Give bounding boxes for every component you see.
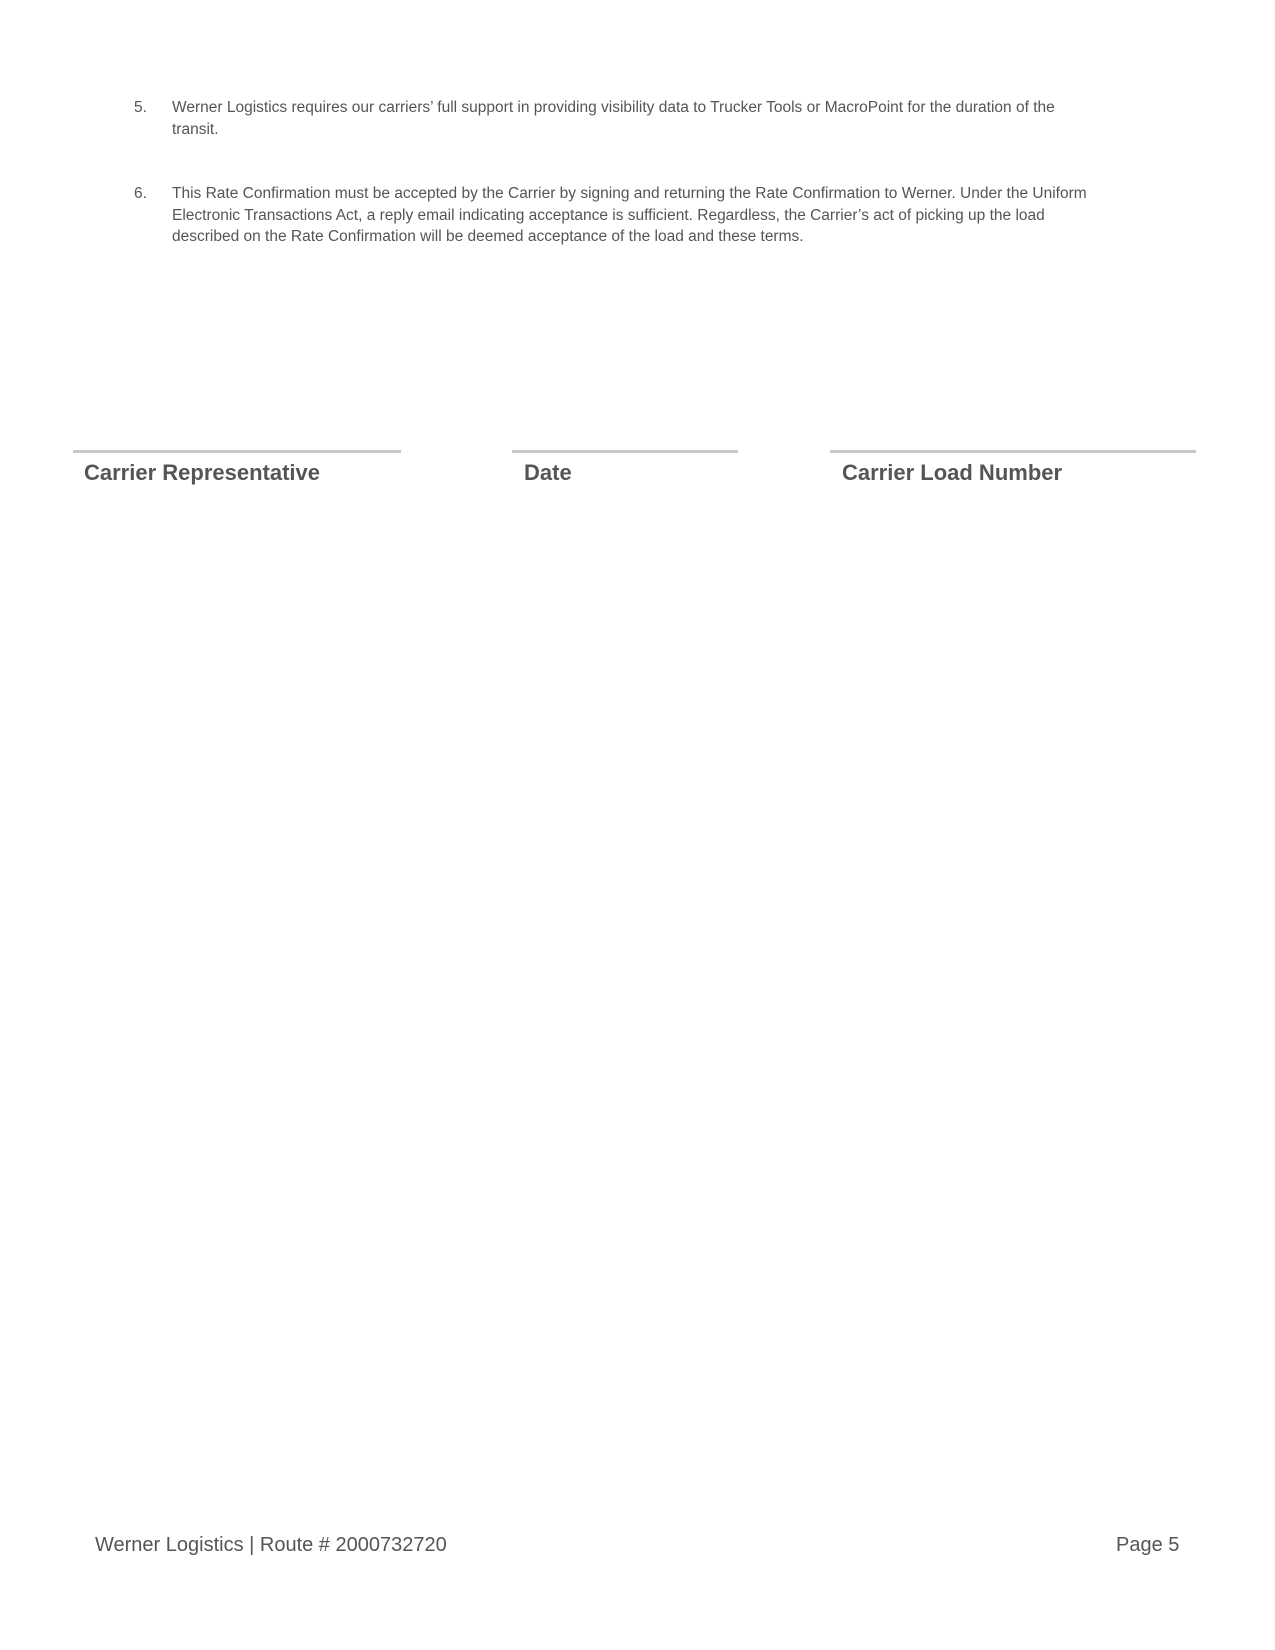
term-text-line: This Rate Confirmation must be accepted by the Carrier by signing and returning the Rate Confirmation to Werner. Under the Uniform — [172, 185, 1087, 202]
term-text-line: Electronic Transactions Act, a reply email indicating acceptance is sufficient. Regardless, the Carrier’s act of picking up the load — [172, 206, 1045, 224]
term-text-line: described on the Rate Confirmation will be deemed acceptance of the load and these terms. — [172, 228, 804, 245]
term-text-line: Werner Logistics requires our carriers’ full support in providing visibility data to Trucker Tools or MacroPoint for the duration of the — [172, 99, 1055, 116]
date-label: Date — [524, 460, 572, 485]
term-text-line: transit. — [172, 120, 219, 138]
term-text — [172, 183, 1162, 248]
carrier-load-number-line — [830, 450, 1196, 453]
footer-page-number: Page 5 — [1116, 1534, 1180, 1556]
date-signature-line — [512, 450, 738, 453]
carrier-representative-label: Carrier Representative — [84, 460, 321, 485]
term-number: 5. — [134, 99, 147, 116]
term-text — [172, 97, 1162, 140]
footer-route: Werner Logistics | Route # 2000732720 — [95, 1534, 447, 1556]
term-number: 6. — [134, 185, 147, 202]
carrier-load-number-label: Carrier Load Number — [842, 460, 1063, 485]
carrier-representative-signature-line — [73, 450, 401, 453]
